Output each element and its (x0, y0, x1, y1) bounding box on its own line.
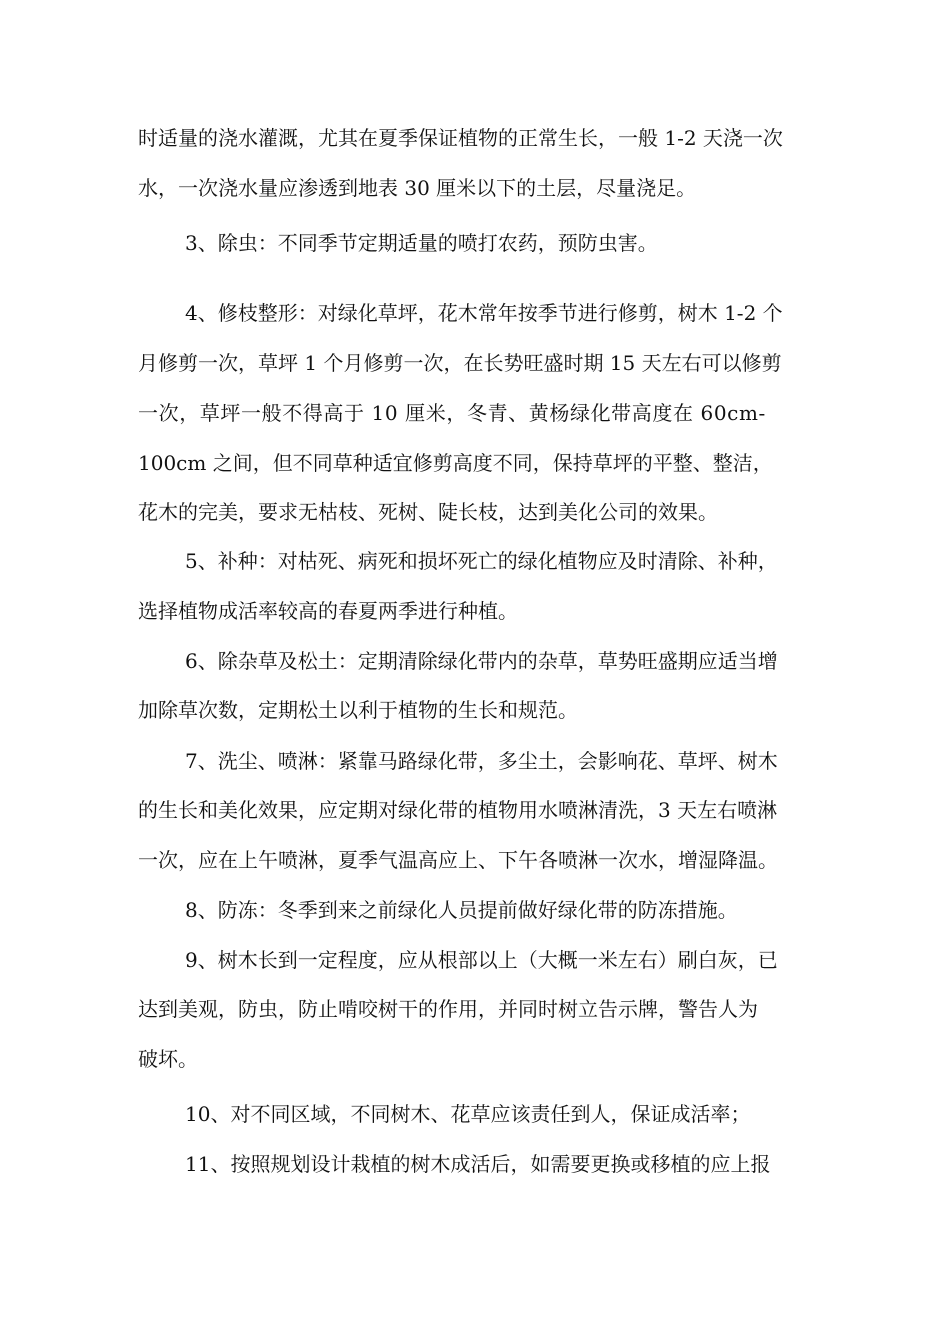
text-line: 花木的完美，要求无枯枝、死树、陡长枝，达到美化公司的效果。 (138, 500, 718, 524)
text-line: 10、对不同区域，不同树木、花草应该责任到人，保证成活率； (185, 1102, 751, 1126)
text-line: 水，一次浇水量应渗透到地表 30 厘米以下的土层，尽量浇足。 (138, 176, 697, 200)
text-line: 3、除虫：不同季节定期适量的喷打农药，预防虫害。 (185, 231, 658, 255)
text-line: 破坏。 (138, 1047, 198, 1071)
text-line: 100cm 之间，但不同草种适宜修剪高度不同，保持草坪的平整、整洁， (138, 451, 773, 475)
text-line: 加除草次数，定期松土以利于植物的生长和规范。 (138, 698, 578, 722)
text-line: 月修剪一次，草坪 1 个月修剪一次，在长势旺盛时期 15 天左右可以修剪 (138, 351, 782, 375)
text-line: 8、防冻：冬季到来之前绿化人员提前做好绿化带的防冻措施。 (185, 898, 738, 922)
text-line: 一次，应在上午喷淋，夏季气温高应上、下午各喷淋一次水，增湿降温。 (138, 848, 778, 872)
text-line: 4、修枝整形：对绿化草坪，花木常年按季节进行修剪，树木 1-2 个 (185, 301, 783, 325)
text-line: 选择植物成活率较高的春夏两季进行种植。 (138, 599, 518, 623)
text-line: 5、补种：对枯死、病死和损坏死亡的绿化植物应及时清除、补种， (185, 549, 778, 573)
text-line: 时适量的浇水灌溉，尤其在夏季保证植物的正常生长，一般 1-2 天浇一次 (138, 126, 783, 150)
text-line: 达到美观，防虫，防止啃咬树干的作用，并同时树立告示牌，警告人为 (138, 997, 758, 1021)
text-line: 6、除杂草及松土：定期清除绿化带内的杂草，草势旺盛期应适当增 (185, 649, 778, 673)
text-line: 9、树木长到一定程度，应从根部以上（大概一米左右）刷白灰，已 (185, 948, 778, 972)
text-line: 7、洗尘、喷淋：紧靠马路绿化带，多尘土，会影响花、草坪、树木 (185, 749, 778, 773)
text-line: 一次，草坪一般不得高于 10 厘米，冬青、黄杨绿化带高度在 60cm- (138, 401, 766, 425)
text-line: 的生长和美化效果，应定期对绿化带的植物用水喷淋清洗，3 天左右喷淋 (138, 798, 778, 822)
text-line: 11、按照规划设计栽植的树木成活后，如需要更换或移植的应上报 (185, 1152, 771, 1176)
